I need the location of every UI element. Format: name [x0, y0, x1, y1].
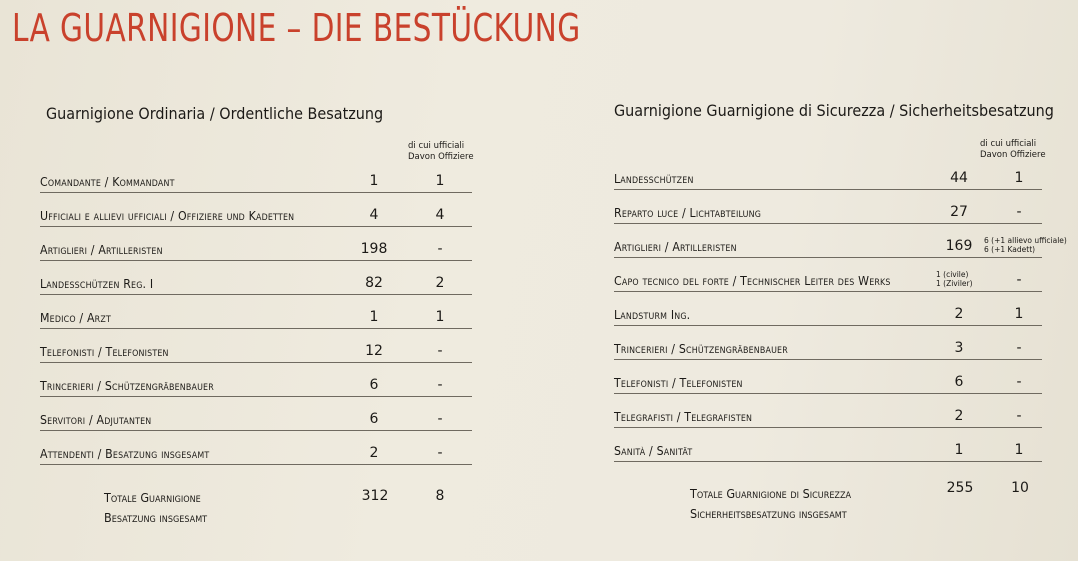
- left-col-header-de: Davon Offiziere: [408, 152, 474, 162]
- row-officers: -: [437, 343, 443, 359]
- table-row: [40, 226, 472, 261]
- row-officers: -: [437, 411, 443, 427]
- table-row: [40, 362, 472, 397]
- row-total: [936, 270, 982, 288]
- right-col-header-it: di cui ufficiali: [980, 139, 1037, 149]
- table-row: [614, 189, 1042, 224]
- row-label: Medico / Arzt: [40, 310, 111, 325]
- row-total: 27: [950, 204, 968, 220]
- row-officers: 2: [435, 275, 445, 291]
- row-officers: 1: [1014, 306, 1024, 322]
- table-row: [614, 325, 1042, 360]
- row-total: 1: [369, 309, 379, 325]
- left-heading: Guarnigione Ordinaria / Ordentliche Besatzung: [46, 104, 384, 123]
- table-row: [40, 260, 472, 295]
- row-total: 6: [369, 377, 379, 393]
- row-label: Trincerieri / Schützengräbenbauer: [614, 341, 788, 356]
- right-total-officers: 10: [1011, 480, 1029, 496]
- row-total-line: 1 (Ziviler): [936, 279, 973, 288]
- table-row: [40, 430, 472, 465]
- row-label: Landesschützen Reg. I: [40, 276, 154, 291]
- row-label: Artiglieri / Artilleristen: [614, 239, 737, 254]
- right-total-label-de: Sicherheitsbesatzung insgesamt: [690, 506, 847, 521]
- row-officers: -: [1016, 408, 1022, 424]
- row-officers-line: 6 (+1 Kadett): [984, 245, 1036, 254]
- row-officers: -: [1016, 374, 1022, 390]
- row-label: Sanità / Sanität: [614, 443, 693, 458]
- row-officers-line: 6 (+1 allievo ufficiale): [984, 236, 1067, 245]
- row-total: 2: [369, 445, 379, 461]
- row-total: 2: [954, 306, 964, 322]
- left-col-header-it: di cui ufficiali: [408, 141, 465, 151]
- row-total: 2: [954, 408, 964, 424]
- table-row: [614, 427, 1042, 462]
- table-row: [614, 393, 1042, 428]
- left-total-value: 312: [361, 488, 389, 504]
- table-row: [614, 155, 1042, 190]
- table-row: [614, 257, 1042, 292]
- row-label: Capo tecnico del forte / Technischer Leiter des Werks: [614, 273, 891, 288]
- row-label: Comandante / Kommandant: [40, 174, 175, 189]
- right-total-label: [690, 484, 851, 524]
- row-label: Landsturm Ing.: [614, 307, 691, 322]
- row-label: Attendenti / Besatzung insgesamt: [40, 446, 210, 461]
- row-total: 1: [369, 173, 379, 189]
- row-total: 12: [365, 343, 383, 359]
- row-label: Ufficiali e allievi ufficiali / Offiziere und Kadetten: [40, 208, 295, 223]
- left-total-label-de: Besatzung insgesamt: [104, 510, 208, 525]
- row-officers: 1: [435, 309, 445, 325]
- left-total-label: [104, 488, 207, 528]
- row-label: Artiglieri / Artilleristen: [40, 242, 163, 257]
- row-officers: [984, 236, 1067, 254]
- row-label: Reparto luce / Lichtabteilung: [614, 205, 762, 220]
- right-total-value: 255: [946, 480, 974, 496]
- table-row: [40, 328, 472, 363]
- row-label: Telefonisti / Telefonisten: [614, 375, 743, 390]
- row-total: 4: [369, 207, 379, 223]
- row-total-line: 1 (civile): [936, 270, 969, 279]
- row-officers: -: [437, 445, 443, 461]
- row-total: 82: [365, 275, 383, 291]
- left-total-officers: 8: [435, 488, 445, 504]
- table-row: [40, 294, 472, 329]
- page-title: LA GUARNIGIONE – DIE BESTÜCKUNG: [12, 6, 581, 50]
- table-row: [614, 223, 1067, 258]
- row-total: 198: [360, 241, 388, 257]
- row-total: 6: [369, 411, 379, 427]
- row-officers: -: [1016, 272, 1022, 288]
- table-row: [614, 359, 1042, 394]
- row-officers: 1: [435, 173, 445, 189]
- row-officers: 1: [1014, 170, 1024, 186]
- row-officers: -: [437, 377, 443, 393]
- row-total: 169: [945, 238, 973, 254]
- row-officers: -: [437, 241, 443, 257]
- row-label: Landesschützen: [614, 171, 694, 186]
- row-officers: 1: [1014, 442, 1024, 458]
- row-label: Trincerieri / Schützengräbenbauer: [40, 378, 214, 393]
- row-label: Servitori / Adjutanten: [40, 412, 152, 427]
- table-row: [614, 291, 1042, 326]
- table-row: [40, 396, 472, 431]
- left-total-label-it: Totale Guarnigione: [104, 490, 201, 505]
- row-total: 1: [954, 442, 964, 458]
- table-row: [40, 158, 472, 193]
- row-label: Telegrafisti / Telegrafisten: [614, 409, 753, 424]
- table-row: [40, 192, 472, 227]
- row-total: 6: [954, 374, 964, 390]
- row-label: Telefonisti / Telefonisten: [40, 344, 169, 359]
- right-total-label-it: Totale Guarnigione di Sicurezza: [690, 486, 852, 501]
- right-heading: Guarnigione Guarnigione di Sicurezza / Sicherheitsbesatzung: [614, 101, 1054, 120]
- right-col-header-de: Davon Offiziere: [980, 150, 1046, 160]
- row-officers: -: [1016, 204, 1022, 220]
- row-officers: -: [1016, 340, 1022, 356]
- row-total: 3: [954, 340, 964, 356]
- row-officers: 4: [435, 207, 445, 223]
- row-total: 44: [950, 170, 968, 186]
